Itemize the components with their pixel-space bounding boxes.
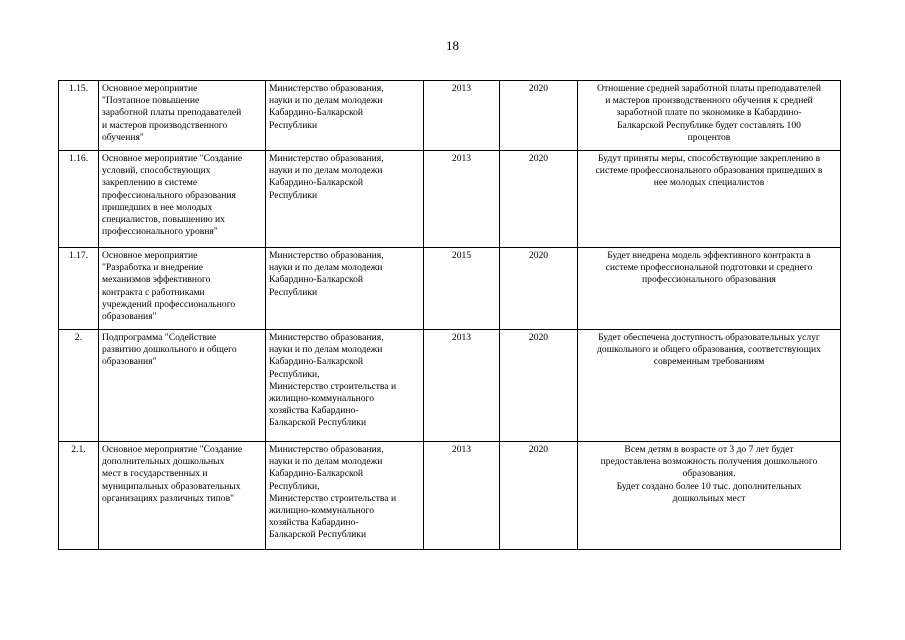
expected-result: Будет обеспечена доступность образовательных услуг дошкольного и общего образования, соответствующих современным требованиям [578,330,841,442]
measure-title: Основное мероприятие "Создание условий, способствующих закреплению в системе профессионального образования пришедших в нее молодых специалистов, повышению их профессионального уровня" [99,151,266,248]
end-year: 2020 [500,330,578,442]
measure-title: Основное мероприятие "Создание дополнительных дошкольных мест в государственных и муниципальных образовательных организациях различных типов" [99,442,266,550]
table-row [59,248,841,330]
item-number: 2. [59,330,99,442]
start-year: 2013 [424,442,500,550]
item-number: 1.16. [59,151,99,248]
expected-result: Будут приняты меры, способствующие закреплению в системе профессионального образования пришедших в нее молодых специалистов [578,151,841,248]
table-row [59,151,841,248]
start-year: 2015 [424,248,500,330]
responsible-executor: Министерство образования, науки и по делам молодежи Кабардино-Балкарской Республики, Министерство строительства и жилищно-коммунального хозяйства Кабардино- Балкарской Республики [266,442,424,550]
responsible-executor: Министерство образования, науки и по делам молодежи Кабардино-Балкарской Республики, Министерство строительства и жилищно-коммунального хозяйства Кабардино- Балкарской Республики [266,330,424,442]
start-year: 2013 [424,330,500,442]
expected-result: Будет внедрена модель эффективного контракта в системе профессиональной подготовки и среднего профессионального образования [578,248,841,330]
responsible-executor: Министерство образования, науки и по делам молодежи Кабардино-Балкарской Республики [266,151,424,248]
start-year: 2013 [424,151,500,248]
table-row [59,442,841,550]
expected-result: Отношение средней заработной платы преподавателей и мастеров производственного обучения к средней заработной плате по экономике в Кабардино- Балкарской Республике будет составлять 100 процентов [578,81,841,151]
item-number: 1.17. [59,248,99,330]
responsible-executor: Министерство образования, науки и по делам молодежи Кабардино-Балкарской Республики [266,81,424,151]
program-measures-table [58,80,841,550]
table-row [59,81,841,151]
end-year: 2020 [500,151,578,248]
item-number: 1.15. [59,81,99,151]
measure-title: Основное мероприятие "Разработка и внедрение механизмов эффективного контракта с работниками учреждений профессионального образования" [99,248,266,330]
start-year: 2013 [424,81,500,151]
measure-title: Подпрограмма "Содействие развитию дошкольного и общего образования" [99,330,266,442]
expected-result: Всем детям в возрасте от 3 до 7 лет будет предоставлена возможность получения дошкольного образования. Будет создано более 10 тыс. дополнительных дошкольных мест [578,442,841,550]
item-number: 2.1. [59,442,99,550]
responsible-executor: Министерство образования, науки и по делам молодежи Кабардино-Балкарской Республики [266,248,424,330]
table-row [59,330,841,442]
end-year: 2020 [500,442,578,550]
measure-title: Основное мероприятие "Поэтапное повышение заработной платы преподавателей и мастеров производственного обучения" [99,81,266,151]
end-year: 2020 [500,81,578,151]
end-year: 2020 [500,248,578,330]
page-number: 18 [446,38,459,53]
